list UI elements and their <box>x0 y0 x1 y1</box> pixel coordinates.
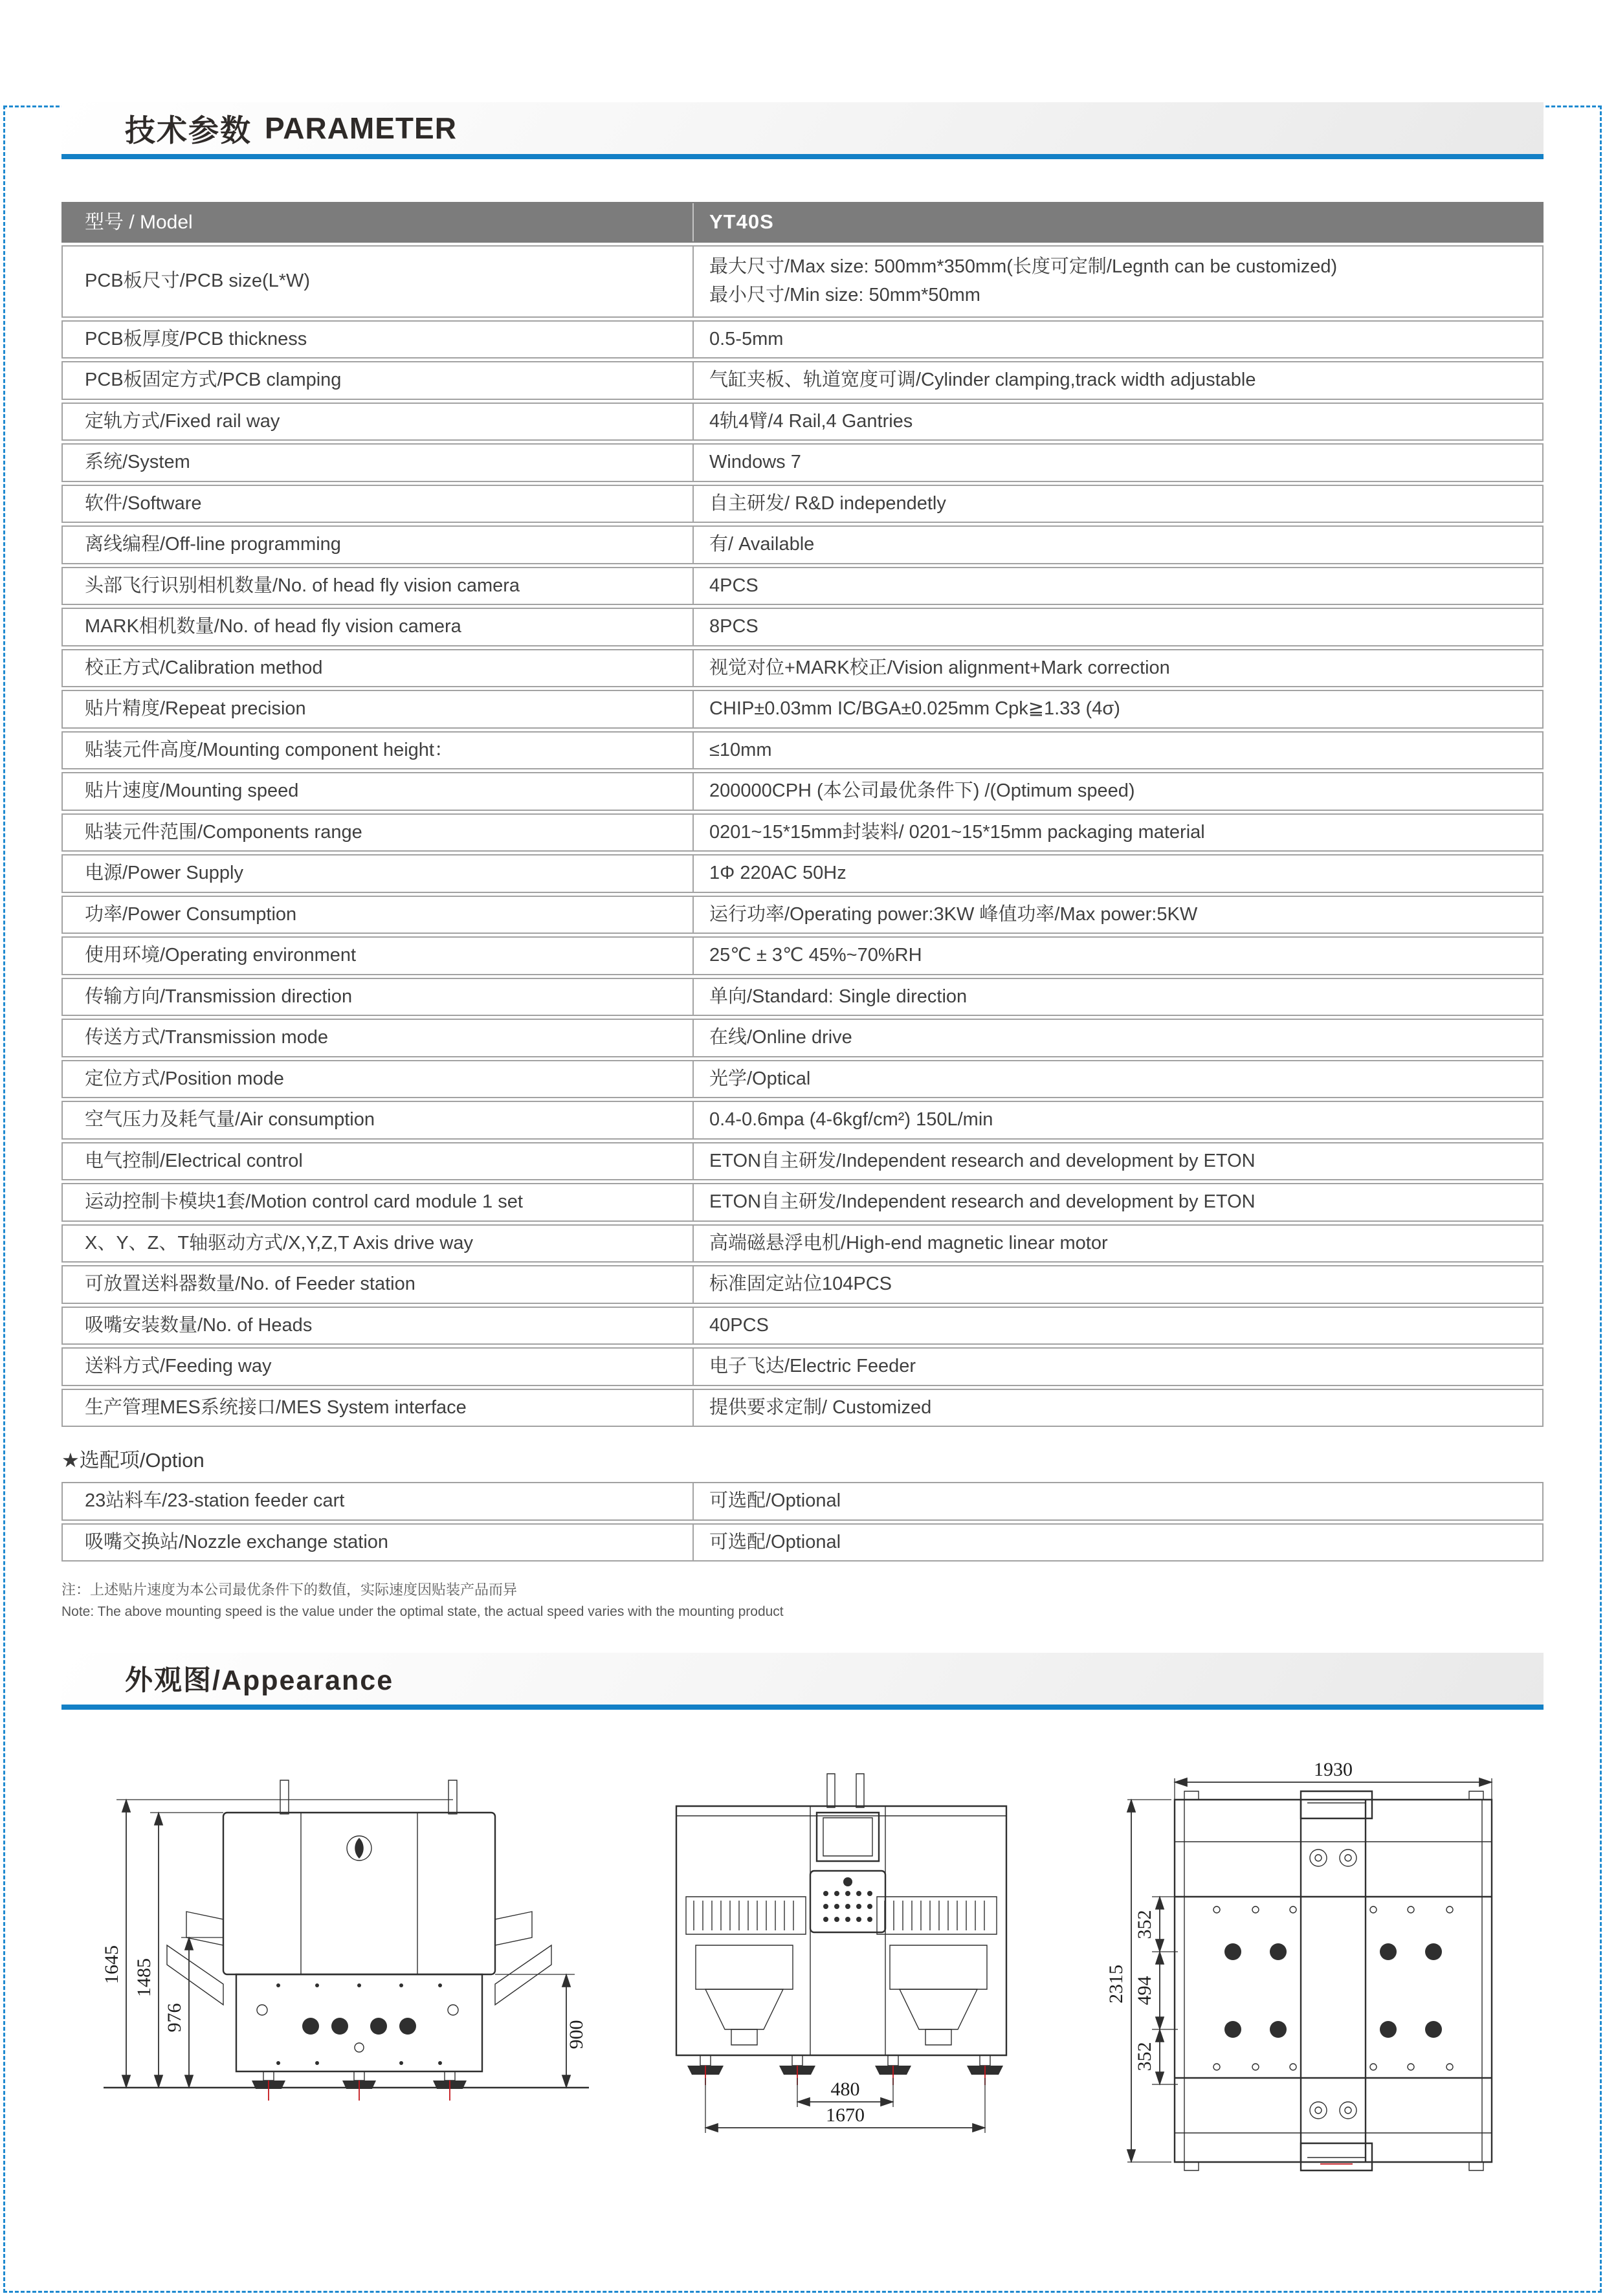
table-row <box>61 854 1544 893</box>
spec-value: ≤10mm <box>709 739 772 760</box>
spec-label: 空气压力及耗气量/Air consumption <box>63 1102 694 1138</box>
spec-label: 吸嘴安装数量/No. of Heads <box>63 1308 694 1344</box>
spec-label: 送料方式/Feeding way <box>63 1349 694 1385</box>
dim-label: 352 <box>1134 2042 1155 2071</box>
spec-label: 电气控制/Electrical control <box>63 1143 694 1180</box>
spec-value: 可选配/Optional <box>709 1531 841 1552</box>
spec-label: 定轨方式/Fixed rail way <box>63 404 694 440</box>
spec-value: 高端磁悬浮电机/High-end magnetic linear motor <box>709 1232 1108 1253</box>
table-row <box>61 525 1544 564</box>
spec-table <box>61 202 1544 1427</box>
appearance-title: 外观图/Appearance <box>125 1665 394 1697</box>
spec-value: 0201~15*15mm封装料/ 0201~15*15mm packaging material <box>709 821 1205 843</box>
dim-label: 2315 <box>1105 1964 1127 2003</box>
spec-label: 23站料车/23-station feeder cart <box>63 1483 694 1519</box>
spec-label: 运动控制卡模块1套/Motion control card module 1 set <box>63 1184 694 1220</box>
spec-value: 4PCS <box>709 575 758 596</box>
top-view-drawing <box>1087 1751 1514 2204</box>
note-zh: 注：上述贴片速度为本公司最优条件下的数值，实际速度因贴装产品而异 <box>61 1582 518 1598</box>
table-row <box>61 813 1544 852</box>
table-row <box>61 690 1544 729</box>
spec-value: 1Φ 220AC 50Hz <box>709 863 847 883</box>
table-row <box>61 361 1544 400</box>
table-row <box>61 978 1544 1017</box>
table-row <box>61 567 1544 606</box>
spec-label: 吸嘴交换站/Nozzle exchange station <box>63 1525 694 1561</box>
spec-value: 可选配/Optional <box>709 1490 841 1511</box>
spec-label: 贴片精度/Repeat precision <box>63 691 694 727</box>
page-content <box>61 102 1544 2204</box>
footnotes <box>61 1578 1544 1623</box>
spec-label: 头部飞行识别相机数量/No. of head fly vision camera <box>63 568 694 604</box>
table-header-row <box>61 202 1544 243</box>
spec-value-line: 最小尺寸/Min size: 50mm*50mm <box>709 284 980 305</box>
spec-value: 标准固定站位104PCS <box>709 1274 892 1294</box>
table-row <box>61 403 1544 441</box>
spec-value-line: 最大尺寸/Max size: 500mm*350mm(长度可定制/Legnth can be customized) <box>709 256 1338 277</box>
spec-value: ETON自主研发/Independent research and development by ETON <box>709 1150 1256 1171</box>
table-row <box>61 1482 1544 1521</box>
table-row <box>61 649 1544 688</box>
dim-label: 480 <box>830 2078 860 2100</box>
spec-label: 贴装元件范围/Components range <box>63 815 694 851</box>
spec-value: 在线/Online drive <box>709 1027 852 1048</box>
back-view-drawing <box>91 1751 595 2114</box>
spec-value: 运行功率/Operating power:3KW 峰值功率/Max power:5KW <box>709 903 1198 925</box>
table-row <box>61 245 1544 318</box>
spec-value: 200000CPH (本公司最优条件下) /(Optimum speed) <box>709 780 1135 801</box>
spec-value: 4轨4臂/4 Rail,4 Gantries <box>709 410 913 432</box>
spec-value: 40PCS <box>709 1314 769 1336</box>
spec-label: 软件/Software <box>63 486 694 522</box>
table-row <box>61 936 1544 975</box>
table-row <box>61 1183 1544 1222</box>
front-view-drawing <box>641 1751 1042 2139</box>
spec-label: 系统/System <box>63 445 694 481</box>
spec-label: X、Y、Z、T轴驱动方式/X,Y,Z,T Axis drive way <box>63 1226 694 1262</box>
appearance-drawings <box>61 1751 1544 2204</box>
note-en: Note: The above mounting speed is the value under the optimal state, the actual speed varies with the mounting product <box>61 1604 784 1620</box>
section-title-zh: 技术参数 <box>125 113 252 148</box>
spec-value: 光学/Optical <box>709 1068 811 1089</box>
model-label: 型号 / Model <box>63 203 694 241</box>
dim-label: 900 <box>566 2020 587 2049</box>
model-value: YT40S <box>694 203 1542 241</box>
spec-label: 贴片速度/Mounting speed <box>63 773 694 810</box>
option-section-marker: ★选配项/Option <box>61 1449 205 1472</box>
table-row <box>61 772 1544 811</box>
spec-label: 离线编程/Off-line programming <box>63 527 694 563</box>
table-row <box>61 1265 1544 1304</box>
spec-value <box>694 247 1542 316</box>
table-row <box>61 320 1544 359</box>
table-row <box>61 1142 1544 1181</box>
dim-label: 1930 <box>1314 1758 1353 1780</box>
section-title-en: PARAMETER <box>265 111 457 145</box>
spec-value: 气缸夹板、轨道宽度可调/Cylinder clamping,track width adjustable <box>709 370 1256 390</box>
table-row <box>61 896 1544 934</box>
option-table <box>61 1482 1544 1562</box>
dim-label: 352 <box>1134 1910 1155 1939</box>
parameter-section-header <box>61 102 1544 159</box>
spec-value: 0.5-5mm <box>709 328 784 349</box>
spec-label: 校正方式/Calibration method <box>63 650 694 687</box>
table-row <box>61 608 1544 646</box>
spec-label: 传送方式/Transmission mode <box>63 1020 694 1056</box>
spec-label: 贴装元件高度/Mounting component height： <box>63 733 694 769</box>
spec-label: 功率/Power Consumption <box>63 897 694 933</box>
spec-label: 使用环境/Operating environment <box>63 938 694 974</box>
spec-value: Windows 7 <box>709 452 801 472</box>
spec-value: 有/ Available <box>709 534 815 555</box>
spec-label: 生产管理MES系统接口/MES System interface <box>63 1390 694 1426</box>
appearance-section-header <box>61 1653 1544 1710</box>
dim-label: 1670 <box>826 2104 865 2126</box>
spec-value: 单向/Standard: Single direction <box>709 986 968 1007</box>
spec-value: 8PCS <box>709 616 758 637</box>
spec-value: 视觉对位+MARK校正/Vision alignment+Mark correction <box>709 657 1170 678</box>
table-row <box>61 1019 1544 1057</box>
dim-label: 1645 <box>101 1945 122 1984</box>
spec-value: 0.4-0.6mpa (4-6kgf/cm²) 150L/min <box>709 1109 993 1130</box>
spec-label: MARK相机数量/No. of head fly vision camera <box>63 609 694 645</box>
spec-label: PCB板固定方式/PCB clamping <box>63 362 694 399</box>
spec-value: ETON自主研发/Independent research and development by ETON <box>709 1191 1256 1212</box>
spec-label: 传输方向/Transmission direction <box>63 979 694 1015</box>
table-row <box>61 1389 1544 1428</box>
spec-value: CHIP±0.03mm IC/BGA±0.025mm Cpk≧1.33 (4σ) <box>709 698 1120 719</box>
spec-label: PCB板厚度/PCB thickness <box>63 322 694 358</box>
dim-label: 1485 <box>133 1958 155 1997</box>
table-row <box>61 1224 1544 1263</box>
spec-label: 定位方式/Position mode <box>63 1061 694 1098</box>
dim-label: 976 <box>164 2003 185 2033</box>
table-row <box>61 1060 1544 1099</box>
table-row <box>61 731 1544 770</box>
spec-value: 电子飞达/Electric Feeder <box>709 1356 916 1376</box>
spec-value: 提供要求定制/ Customized <box>709 1396 932 1418</box>
spec-label: 电源/Power Supply <box>63 855 694 892</box>
table-row <box>61 485 1544 524</box>
spec-value: 自主研发/ R&D independetly <box>709 492 946 514</box>
dim-label: 494 <box>1134 1976 1155 2005</box>
spec-label: PCB板尺寸/PCB size(L*W) <box>63 247 694 316</box>
table-row <box>61 1523 1544 1562</box>
table-row <box>61 1307 1544 1345</box>
spec-label: 可放置送料器数量/No. of Feeder station <box>63 1266 694 1303</box>
table-row <box>61 1101 1544 1140</box>
spec-value: 25℃ ± 3℃ 45%~70%RH <box>709 945 922 966</box>
table-row <box>61 1347 1544 1386</box>
table-row <box>61 443 1544 482</box>
